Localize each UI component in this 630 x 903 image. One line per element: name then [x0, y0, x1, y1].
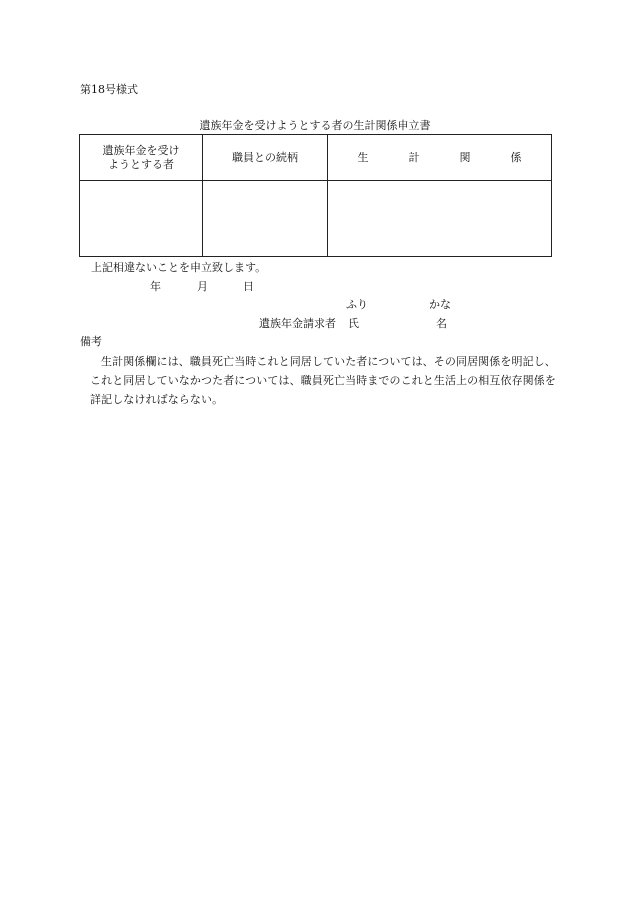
header-livelihood-char-3: 関: [459, 150, 471, 164]
remarks-text: 生計関係欄には、職員死亡当時これと同居していた者については、その同居関係を明記し、これと同居していなかつた者については、職員死亡当時までのこれと生活上の相互依存関係を詳記しなければならない。: [90, 355, 556, 406]
furigana-left-label: ふり: [346, 298, 368, 311]
declaration-statement: 上記相違ないことを申立致します。: [91, 261, 267, 274]
form-number: 第18号様式: [80, 83, 138, 96]
claimant-entry-cell[interactable]: [80, 181, 203, 257]
relationship-entry-cell[interactable]: [203, 181, 328, 257]
furigana-right-label: かな: [429, 298, 451, 311]
claimant-label: 遺族年金請求者: [259, 317, 336, 330]
name-right-label: 名: [436, 317, 447, 330]
date-day-label: 日: [243, 280, 254, 293]
header-claimant-cell: [80, 135, 203, 181]
name-left-label: 氏: [348, 317, 359, 330]
declaration-table: [79, 134, 552, 257]
header-livelihood-char-1: 生: [357, 150, 369, 164]
document-title: 遺族年金を受けようとする者の生計関係申立書: [199, 119, 431, 132]
livelihood-entry-cell[interactable]: [328, 181, 552, 257]
header-livelihood-char-4: 係: [510, 150, 522, 164]
header-relationship-cell: [203, 135, 328, 181]
header-livelihood-char-2: 計: [408, 150, 420, 164]
table-header-row: [80, 135, 552, 181]
header-relationship-label: 職員との続柄: [232, 150, 298, 164]
date-year-label: 年: [150, 280, 161, 293]
header-claimant-label: 遺族年金を受け ようとする者: [102, 143, 180, 171]
remarks-heading: 備考: [80, 335, 102, 348]
date-month-label: 月: [197, 280, 208, 293]
table-row: [80, 181, 552, 257]
header-livelihood-cell: [328, 135, 552, 181]
